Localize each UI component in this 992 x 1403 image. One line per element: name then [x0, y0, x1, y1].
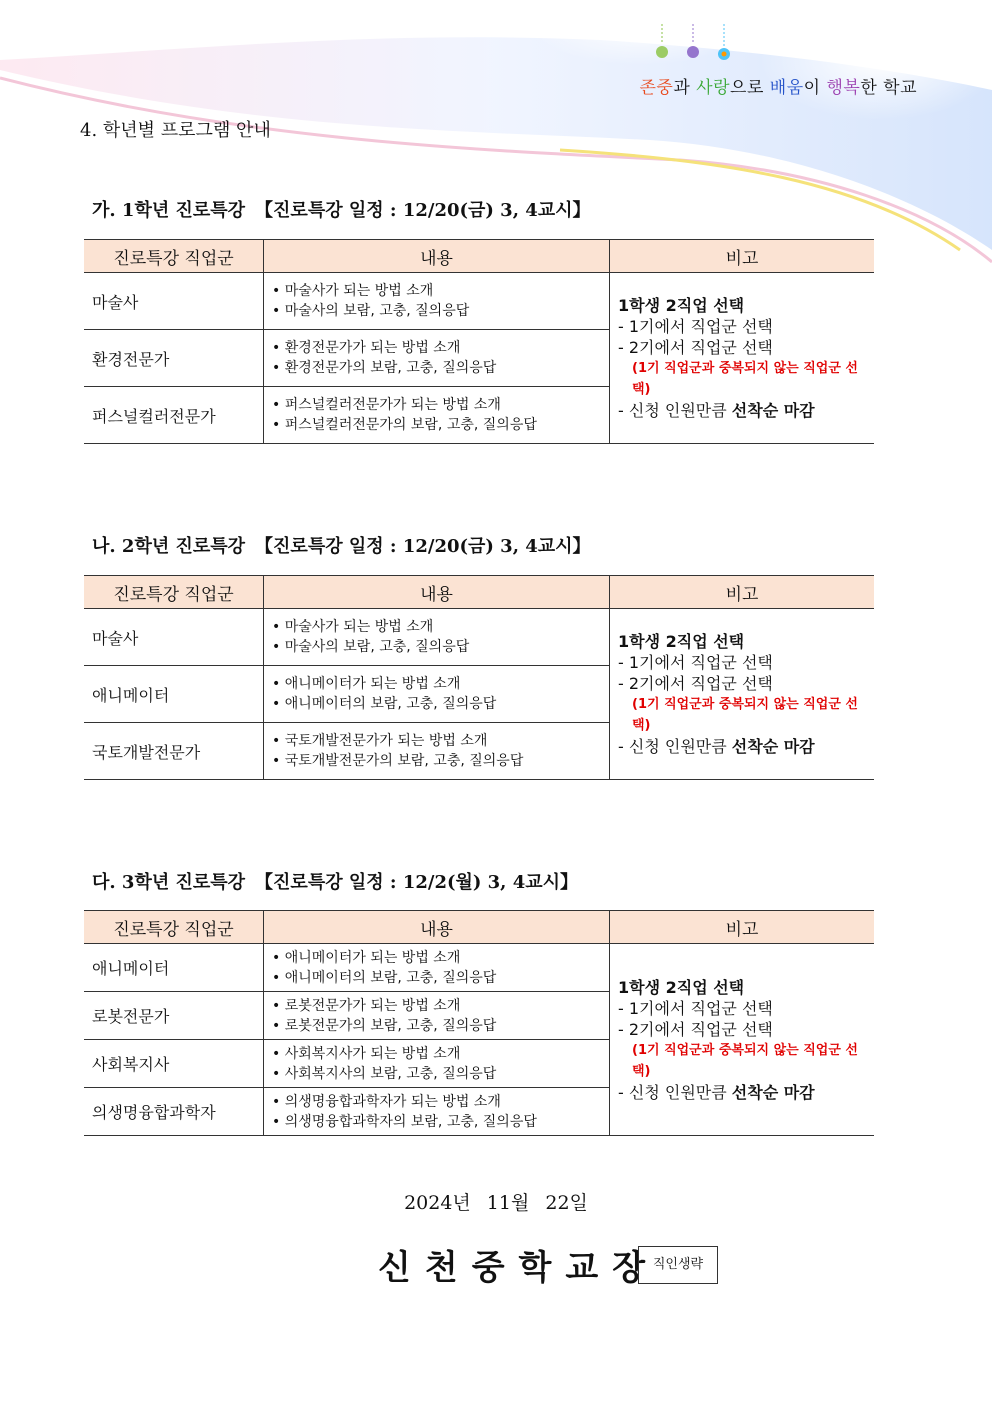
content-cell [264, 273, 610, 330]
content-line: • 마술사가 되는 방법 소개 [272, 281, 608, 301]
motto-segment: 존중 [639, 78, 674, 98]
content-line: • 애니메이터가 되는 방법 소개 [272, 674, 608, 694]
content-line: • 의생명융합과학자가 되는 방법 소개 [272, 1092, 608, 1112]
grade2-table [84, 575, 874, 780]
content-line: • 로봇전문가가 되는 방법 소개 [272, 996, 608, 1016]
motto-segment: 한 학교 [860, 78, 917, 98]
note-prefix: - 신청 인원만큼 [618, 1082, 732, 1102]
table-row [84, 273, 874, 330]
school-motto [639, 73, 917, 98]
content-line: • 애니메이터가 되는 방법 소개 [272, 948, 608, 968]
note-warning: (1기 직업군과 중복되지 않는 직업군 선택) [632, 1042, 858, 1079]
content-line: • 마술사의 보람, 고충, 질의응답 [272, 301, 608, 321]
dot-ornament-icon [650, 22, 740, 70]
content-cell [264, 1040, 610, 1088]
content-line: • 사회복지사의 보람, 고충, 질의응답 [272, 1064, 608, 1084]
content-line: • 퍼스널컬러전문가의 보람, 고충, 질의응답 [272, 415, 608, 435]
note-bold: 선착순 마감 [731, 401, 815, 420]
header-content: 내용 [264, 576, 610, 609]
table-header-row [84, 911, 874, 944]
content-line: • 의생명융합과학자의 보람, 고충, 질의응답 [272, 1112, 608, 1132]
content-cell [264, 609, 610, 666]
note-prefix: - 신청 인원만큼 [618, 401, 732, 420]
content-line: • 퍼스널컬러전문가가 되는 방법 소개 [272, 395, 608, 415]
job-cell: 마술사 [84, 609, 264, 666]
note-line: - 1기에서 직업군 선택 [618, 317, 773, 336]
grade3-schedule: 【진로특강 일정 : 12/2(월) 3, 4교시】 [255, 872, 579, 893]
motto-segment: 이 [803, 78, 827, 98]
note-warning: (1기 직업군과 중복되지 않는 직업군 선택) [632, 361, 858, 397]
content-line: • 환경전문가의 보람, 고충, 질의응답 [272, 358, 608, 378]
content-cell [264, 666, 610, 723]
job-cell: 퍼스널컬러전문가 [84, 387, 264, 444]
note-cell [610, 609, 875, 780]
job-cell: 애니메이터 [84, 944, 264, 992]
note-cell [610, 944, 875, 1136]
content-cell [264, 992, 610, 1040]
grade2-heading-title: 나. 2학년 진로특강 [92, 536, 246, 557]
table-header-row [84, 240, 874, 273]
table-header-row [84, 576, 874, 609]
content-cell [264, 387, 610, 444]
job-cell: 국토개발전문가 [84, 723, 264, 780]
grade2-heading [92, 532, 591, 558]
content-cell [264, 723, 610, 780]
note-line: - 2기에서 직업군 선택 [618, 674, 773, 693]
note-line [618, 1082, 873, 1103]
header-job: 진로특강 직업군 [84, 240, 264, 273]
content-line: • 로봇전문가의 보람, 고충, 질의응답 [272, 1016, 608, 1036]
note-line [618, 736, 873, 757]
header-job: 진로특강 직업군 [84, 576, 264, 609]
motto-segment: 과 [673, 78, 697, 98]
grade3-heading [92, 868, 578, 894]
grade3-table [84, 910, 874, 1136]
section-title: 4. 학년별 프로그램 안내 [80, 120, 271, 141]
header-job: 진로특강 직업군 [84, 911, 264, 944]
note-bold: 선착순 마감 [731, 1082, 815, 1102]
note-line: - 1기에서 직업군 선택 [618, 653, 773, 672]
grade1-schedule: 【진로특강 일정 : 12/20(금) 3, 4교시】 [255, 200, 591, 221]
header-content: 내용 [264, 911, 610, 944]
motto-segment: 으로 [730, 78, 770, 98]
note-line: - 1기에서 직업군 선택 [618, 998, 773, 1018]
note-cell [610, 273, 875, 444]
content-line: • 애니메이터의 보람, 고충, 질의응답 [272, 968, 608, 988]
motto-segment: 행복 [826, 78, 861, 98]
note-line: 1학생 2직업 선택 [618, 296, 745, 315]
content-cell [264, 1088, 610, 1136]
content-line: • 사회복지사가 되는 방법 소개 [272, 1044, 608, 1064]
grade1-heading [92, 196, 591, 222]
note-line: - 2기에서 직업군 선택 [618, 1019, 773, 1039]
content-line: • 국토개발전문가의 보람, 고충, 질의응답 [272, 751, 608, 771]
motto-segment: 사랑 [696, 78, 731, 98]
content-line: • 마술사가 되는 방법 소개 [272, 617, 608, 637]
header-note: 비고 [610, 576, 875, 609]
grade2-schedule: 【진로특강 일정 : 12/20(금) 3, 4교시】 [255, 536, 591, 557]
principal-name: 신천중학교장 [378, 1248, 660, 1288]
content-line: • 환경전문가가 되는 방법 소개 [272, 338, 608, 358]
note-line: 1학생 2직업 선택 [618, 977, 745, 997]
table-row [84, 609, 874, 666]
table-row [84, 944, 874, 992]
job-cell: 애니메이터 [84, 666, 264, 723]
grade1-table [84, 239, 874, 444]
grade3-heading-title: 다. 3학년 진로특강 [92, 872, 246, 893]
content-line: • 마술사의 보람, 고충, 질의응답 [272, 637, 608, 657]
header-content: 내용 [264, 240, 610, 273]
note-line: 1학생 2직업 선택 [618, 632, 745, 651]
job-cell: 로봇전문가 [84, 992, 264, 1040]
content-cell [264, 944, 610, 992]
header-note: 비고 [610, 240, 875, 273]
note-line [618, 400, 873, 421]
content-line: • 애니메이터의 보람, 고충, 질의응답 [272, 694, 608, 714]
note-line: - 2기에서 직업군 선택 [618, 338, 773, 357]
grade1-heading-title: 가. 1학년 진로특강 [92, 200, 246, 221]
seal-omitted-box: 직인생략 [638, 1246, 718, 1284]
job-cell: 의생명융합과학자 [84, 1088, 264, 1136]
header-note: 비고 [610, 911, 875, 944]
job-cell: 사회복지사 [84, 1040, 264, 1088]
job-cell: 마술사 [84, 273, 264, 330]
note-bold: 선착순 마감 [731, 737, 815, 756]
note-warning: (1기 직업군과 중복되지 않는 직업군 선택) [632, 697, 858, 733]
motto-segment: 배움 [769, 78, 804, 98]
content-cell [264, 330, 610, 387]
issue-date: 2024년 11월 22일 [404, 1192, 588, 1214]
note-prefix: - 신청 인원만큼 [618, 737, 732, 756]
content-line: • 국토개발전문가가 되는 방법 소개 [272, 731, 608, 751]
job-cell: 환경전문가 [84, 330, 264, 387]
